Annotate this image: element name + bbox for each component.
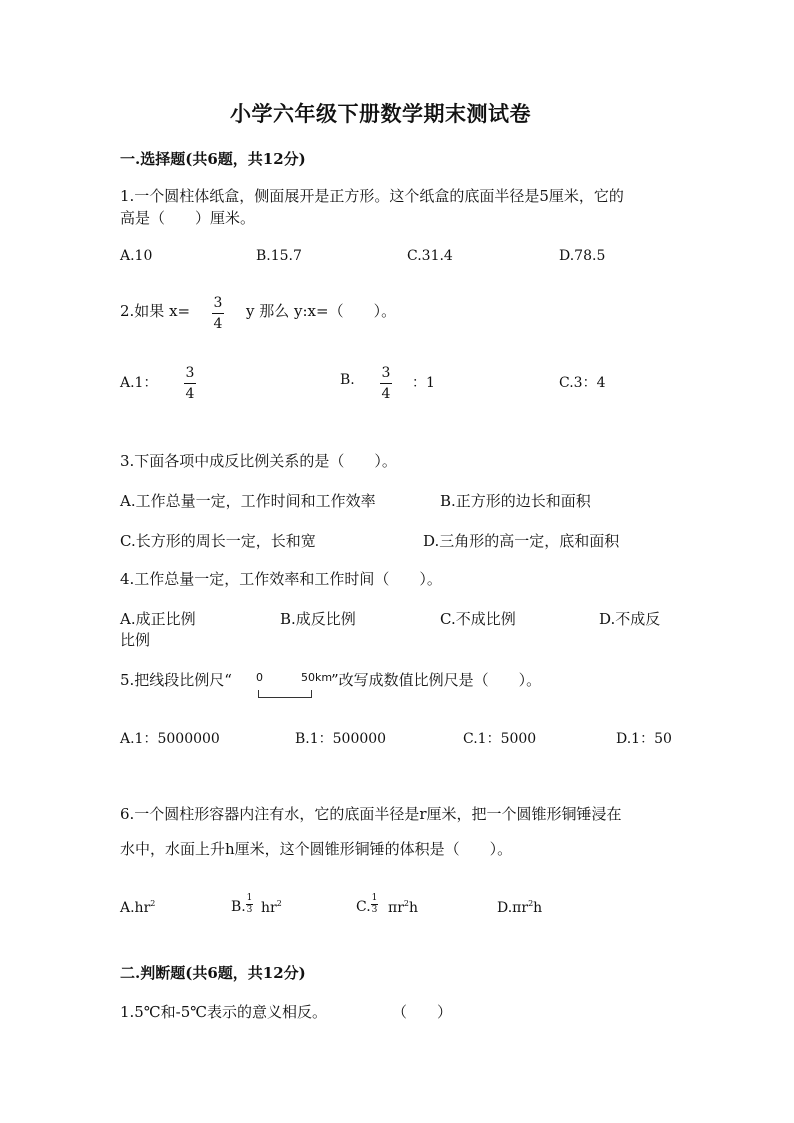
question-5-prefix: 5.把线段比例尺“ (120, 671, 232, 689)
fraction-denominator: 3 (246, 905, 253, 915)
question-6-option-a[interactable] (120, 899, 155, 916)
scale-bar (258, 690, 312, 698)
scale-label-zero: 0 (256, 671, 263, 684)
superscript-2: 2 (403, 899, 409, 908)
question-6-option-c-suffix (388, 899, 418, 916)
option-d-text: D.πr (497, 900, 529, 916)
question-2-option-a-prefix[interactable]: A.1： (120, 375, 158, 391)
question-3-option-a[interactable]: A.工作总量一定，工作时间和工作效率 (120, 492, 376, 510)
question-1-line-1: 1.一个圆柱体纸盒，侧面展开是正方形。这个纸盒的底面半径是5厘米，它的 (120, 187, 624, 205)
question-6-option-b-suffix (261, 899, 282, 916)
question-2-option-b-prefix[interactable]: B. (340, 372, 355, 388)
question-1-option-d[interactable]: D.78.5 (559, 248, 606, 264)
question-2-option-a-fraction (184, 366, 196, 401)
judgement-question-1-blank[interactable]: （ ） (392, 1003, 453, 1021)
superscript-2: 2 (528, 899, 534, 908)
section-heading-choice: 一.选择题(共6题，共12分) (120, 150, 306, 168)
question-4-option-d[interactable]: D.不成反 (599, 610, 661, 628)
question-2-fraction (212, 296, 224, 331)
question-2-option-c[interactable]: C.3：4 (559, 375, 606, 391)
question-4-option-b[interactable]: B.成反比例 (280, 610, 356, 628)
fraction-denominator: 4 (185, 386, 195, 402)
fraction-numerator: 3 (185, 365, 195, 381)
question-6-line-2: 水中，水面上升h厘米，这个圆锥形铜锤的体积是（ ）。 (120, 840, 513, 858)
question-5-option-c[interactable]: C.1：5000 (463, 731, 537, 747)
fraction-bar (212, 313, 224, 314)
question-4-option-d-wrap: 比例 (120, 631, 151, 649)
fraction-bar (184, 383, 196, 384)
question-6-option-b-fraction (246, 894, 253, 915)
option-c-end: h (409, 900, 419, 916)
option-b-text: hr (261, 900, 277, 916)
question-2-option-b-fraction (380, 366, 392, 401)
fraction-numerator: 3 (381, 365, 391, 381)
question-3-option-d[interactable]: D.三角形的高一定，底和面积 (423, 532, 620, 550)
superscript-2: 2 (276, 899, 282, 908)
scale-label-50km: 50km (301, 671, 333, 684)
question-1-option-a[interactable]: A.10 (120, 248, 153, 264)
question-2-option-b-suffix: ：1 (412, 375, 435, 391)
question-1-line-2: 高是（ ）厘米。 (120, 209, 256, 227)
fraction-numerator: 3 (213, 295, 223, 311)
question-6-option-c-prefix[interactable]: C. (356, 899, 371, 915)
question-6-option-d[interactable] (497, 899, 542, 916)
question-5-option-d[interactable]: D.1：50 (616, 731, 672, 747)
question-1-option-b[interactable]: B.15.7 (256, 248, 302, 264)
question-5-suffix: ”改写成数值比例尺是（ ）。 (331, 671, 542, 689)
question-6-option-b-prefix[interactable]: B. (231, 899, 246, 915)
question-4-option-a[interactable]: A.成正比例 (120, 610, 196, 628)
question-3-text: 3.下面各项中成反比例关系的是（ ）。 (120, 452, 397, 470)
judgement-question-1-text: 1.5℃和-5℃表示的意义相反。 (120, 1003, 328, 1021)
question-4-text: 4.工作总量一定，工作效率和工作时间（ ）。 (120, 570, 442, 588)
section-heading-judgement: 二.判断题(共6题，共12分) (120, 964, 306, 982)
question-2-prefix: 2.如果 x= (120, 302, 191, 320)
fraction-numerator: 1 (371, 893, 378, 903)
option-c-text: πr (388, 900, 404, 916)
question-1-option-c[interactable]: C.31.4 (407, 248, 453, 264)
line-scale-figure (246, 670, 333, 702)
fraction-numerator: 1 (246, 893, 253, 903)
question-3-option-b[interactable]: B.正方形的边长和面积 (440, 492, 591, 510)
question-5-option-b[interactable]: B.1：500000 (295, 731, 387, 747)
question-6-line-1: 6.一个圆柱形容器内注有水，它的底面半径是r厘米，把一个圆锥形铜锤浸在 (120, 805, 622, 823)
fraction-denominator: 4 (381, 386, 391, 402)
question-2-suffix: y 那么 y:x=（ ）。 (246, 302, 397, 320)
question-5-option-a[interactable]: A.1：5000000 (120, 731, 220, 747)
option-d-end: h (533, 900, 543, 916)
fraction-denominator: 3 (371, 905, 378, 915)
superscript-2: 2 (150, 899, 156, 908)
option-a-text: A.hr (120, 900, 151, 916)
fraction-denominator: 4 (213, 316, 223, 332)
question-6-option-c-fraction (371, 894, 378, 915)
page-title: 小学六年级下册数学期末测试卷 (230, 101, 531, 126)
question-3-option-c[interactable]: C.长方形的周长一定，长和宽 (120, 532, 316, 550)
fraction-bar (380, 383, 392, 384)
question-4-option-c[interactable]: C.不成比例 (440, 610, 516, 628)
